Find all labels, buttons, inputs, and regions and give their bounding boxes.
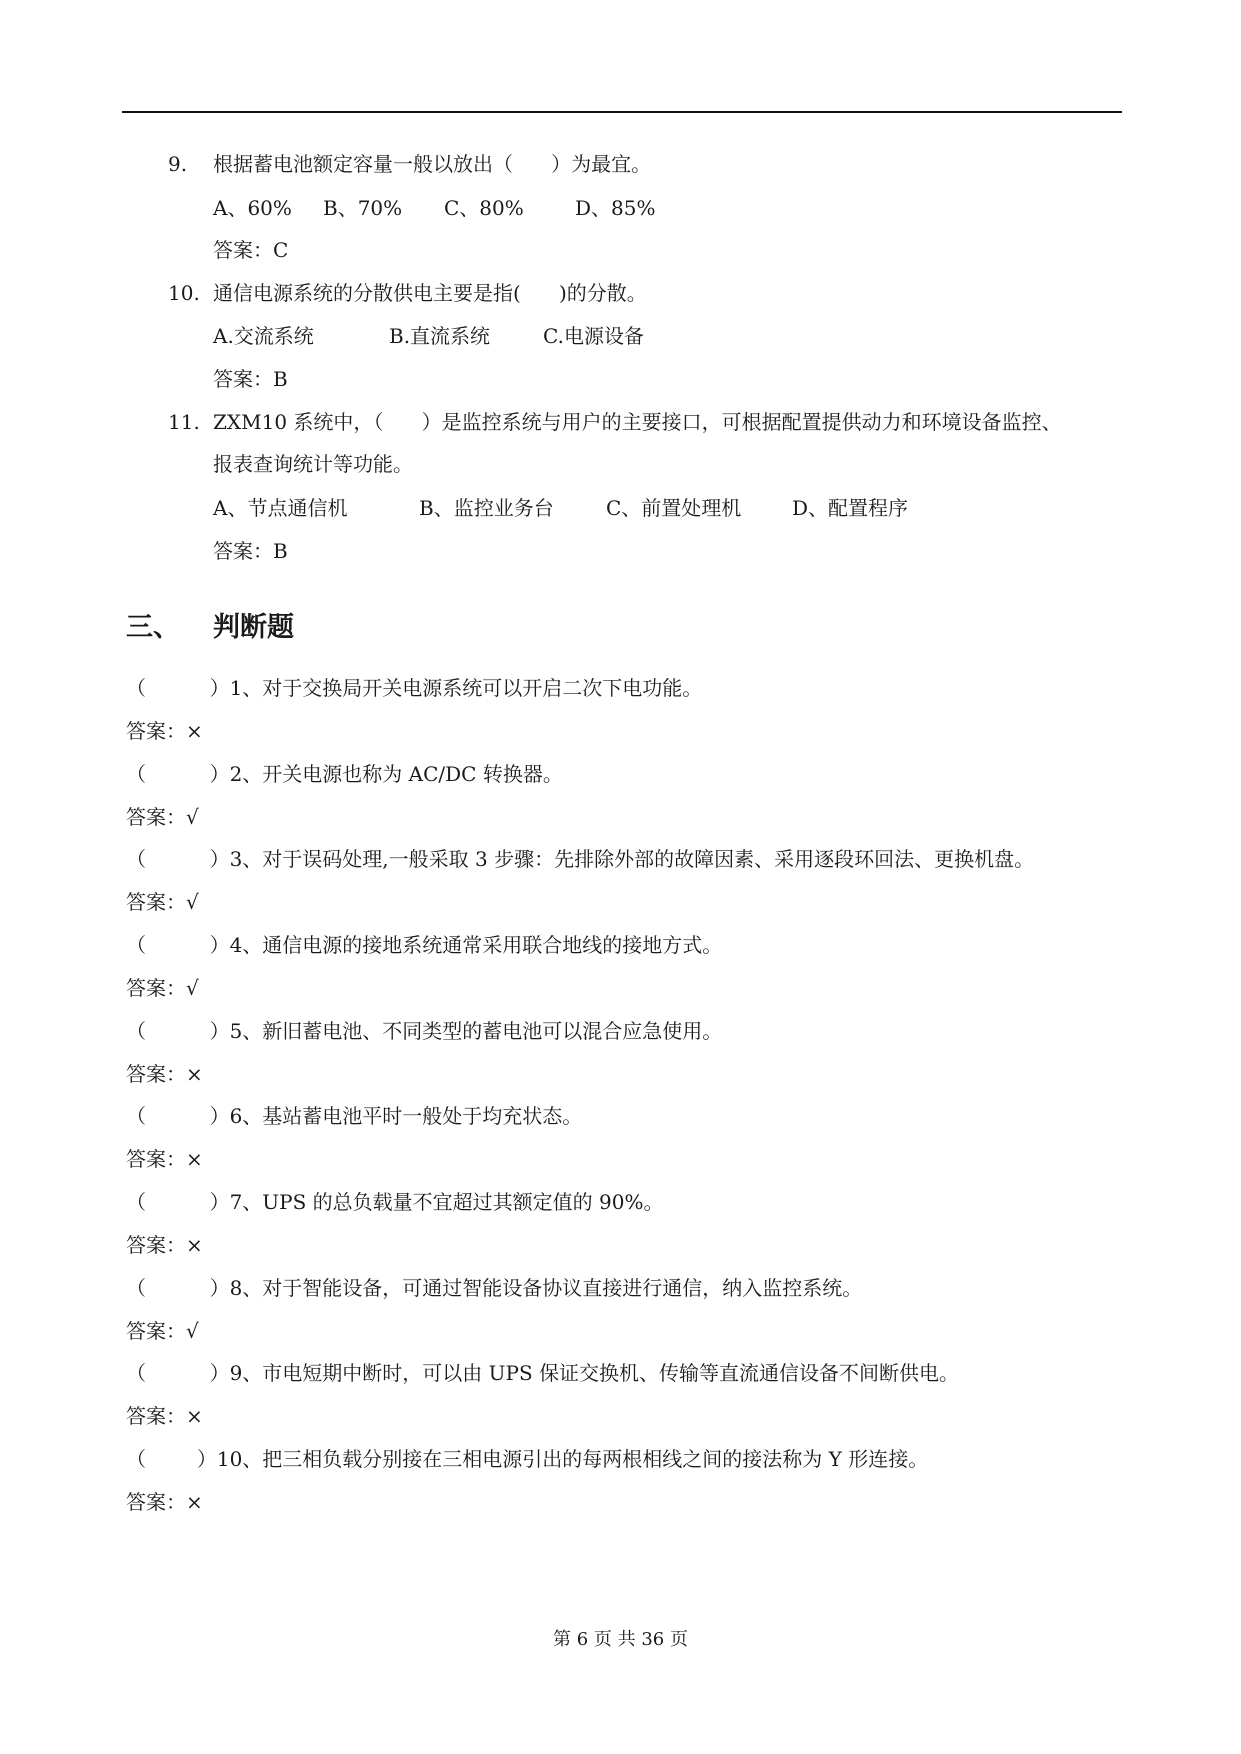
- answer: 答案：B: [213, 367, 288, 391]
- option: A.交流系统: [213, 324, 314, 348]
- judgment-question: （ ）2、开关电源也称为 AC/DC 转换器。: [126, 762, 563, 786]
- option: A、节点通信机: [213, 496, 348, 520]
- option: A、60%: [213, 196, 292, 220]
- question-text: 通信电源系统的分散供电主要是指( )的分散。: [213, 281, 647, 305]
- option: D、85%: [575, 196, 656, 220]
- answer: 答案：C: [213, 238, 289, 262]
- judgment-question: （ ）8、对于智能设备，可通过智能设备协议直接进行通信，纳入监控系统。: [126, 1276, 863, 1300]
- option: C.电源设备: [543, 324, 644, 348]
- page-number: 第 6 页 共 36 页: [553, 1629, 688, 1650]
- question-text: 根据蓄电池额定容量一般以放出（ ）为最宜。: [213, 152, 652, 176]
- judgment-question: （ ）10、把三相负载分别接在三相电源引出的每两根相线之间的接法称为 Y 形连接。: [126, 1447, 929, 1471]
- section-title: 判断题: [213, 612, 294, 643]
- option: D、配置程序: [792, 496, 909, 520]
- judgment-question: （ ）9、市电短期中断时，可以由 UPS 保证交换机、传输等直流通信设备不间断供电。: [126, 1361, 960, 1385]
- judgment-question: （ ）5、新旧蓄电池、不同类型的蓄电池可以混合应急使用。: [126, 1019, 723, 1043]
- judgment-question: （ ）3、对于误码处理,一般采取 3 步骤：先排除外部的故障因素、采用逐段环回法、更换机盘。: [126, 847, 1035, 871]
- judgment-question: （ ）4、通信电源的接地系统通常采用联合地线的接地方式。: [126, 933, 723, 957]
- question-number: 10.: [168, 281, 200, 305]
- question-number: 11.: [168, 410, 200, 434]
- question-text-continued: 报表查询统计等功能。: [213, 452, 413, 476]
- judgment-question: （ ）1、对于交换局开关电源系统可以开启二次下电功能。: [126, 676, 703, 700]
- judgment-answer: 答案：√: [126, 890, 199, 914]
- judgment-answer: 答案：×: [126, 1490, 203, 1514]
- judgment-question: （ ）7、UPS 的总负载量不宜超过其额定值的 90%。: [126, 1190, 664, 1214]
- option: C、前置处理机: [606, 496, 742, 520]
- judgment-answer: 答案：×: [126, 1404, 203, 1428]
- option: C、80%: [444, 196, 524, 220]
- question-text: ZXM10 系统中，（ ）是监控系统与用户的主要接口，可根据配置提供动力和环境设备监控、: [213, 410, 1062, 434]
- judgment-answer: 答案：×: [126, 1233, 203, 1257]
- question-number: 9.: [168, 152, 188, 176]
- judgment-question: （ ）6、基站蓄电池平时一般处于均充状态。: [126, 1104, 583, 1128]
- option: B.直流系统: [389, 324, 491, 348]
- judgment-answer: 答案：√: [126, 1319, 199, 1343]
- judgment-answer: 答案：×: [126, 719, 203, 743]
- header-rule: [122, 111, 1122, 113]
- judgment-answer: 答案：×: [126, 1147, 203, 1171]
- judgment-answer: 答案：√: [126, 976, 199, 1000]
- option: B、监控业务台: [419, 496, 554, 520]
- option: B、70%: [323, 196, 403, 220]
- judgment-answer: 答案：√: [126, 805, 199, 829]
- judgment-answer: 答案：×: [126, 1062, 203, 1086]
- answer: 答案：B: [213, 539, 288, 563]
- section-number: 三、: [126, 612, 180, 643]
